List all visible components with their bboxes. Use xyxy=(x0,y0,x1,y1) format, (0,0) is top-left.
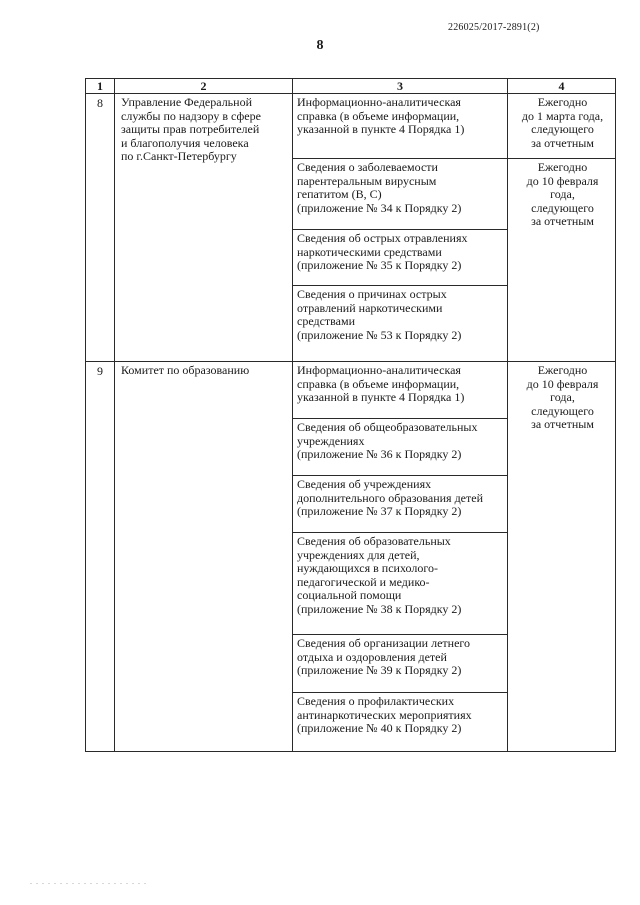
deadline-line: года, xyxy=(550,187,575,201)
org-line: Комитет по образованию xyxy=(121,363,250,377)
report-item xyxy=(293,159,507,230)
report-item xyxy=(293,419,507,476)
report-line: Сведения о профилактических xyxy=(297,694,455,708)
org-line: Управление Федеральной xyxy=(121,95,252,109)
deadline-cell xyxy=(508,159,616,362)
report-line: (приложение № 37 к Порядку 2) xyxy=(297,504,462,518)
report-line: Сведения об общеобразовательных xyxy=(297,420,478,434)
deadline-line: Ежегодно xyxy=(537,363,588,377)
report-item xyxy=(293,693,507,751)
report-line: Сведения об учреждениях xyxy=(297,477,432,491)
report-line: (приложение № 53 к Порядку 2) xyxy=(297,327,462,342)
report-line: (приложение № 36 к Порядку 2) xyxy=(297,447,462,461)
report-line: учреждениях для детей, xyxy=(297,547,420,562)
report-line: указанной в пункте 4 Порядка 1) xyxy=(297,122,465,136)
report-line: дополнительного образования детей xyxy=(297,490,483,505)
deadline-line: до 10 февраля xyxy=(526,376,599,391)
report-line: наркотическими средствами xyxy=(297,244,442,259)
report-line: (приложение № 38 к Порядку 2) xyxy=(297,601,462,616)
deadline-line: до 1 марта года, xyxy=(521,108,604,123)
report-line: парентеральным вирусным xyxy=(297,173,437,188)
org-line: защиты прав потребителей xyxy=(121,122,260,136)
report-line: (приложение № 40 к Порядку 2) xyxy=(297,721,462,735)
report-item xyxy=(293,533,507,635)
row-number: 9 xyxy=(86,362,115,752)
report-line: Сведения о причинах острых xyxy=(297,287,447,301)
deadline-line: до 10 февраля xyxy=(526,173,599,188)
deadline-line: Ежегодно xyxy=(537,160,588,174)
report-line: отравлений наркотическими xyxy=(297,300,443,315)
deadline-line: года, xyxy=(550,390,575,404)
report-cell xyxy=(293,362,508,752)
report-line: Информационно-аналитическая xyxy=(297,363,461,377)
report-item xyxy=(293,362,507,419)
report-line: педагогической и медико- xyxy=(297,574,430,589)
report-line: справка (в объеме информации, xyxy=(297,376,460,391)
report-cell xyxy=(293,159,508,362)
organization-cell xyxy=(115,94,293,362)
deadline-line: Ежегодно xyxy=(537,95,588,109)
report-line: справка (в объеме информации, xyxy=(297,108,460,123)
deadline-line: следующего xyxy=(531,403,594,418)
column-header-1: 1 xyxy=(86,79,115,94)
report-line: гепатитом (В, С) xyxy=(297,187,382,201)
deadline-cell xyxy=(508,94,616,159)
report-line: социальной помощи xyxy=(297,588,402,602)
table-row xyxy=(86,362,616,752)
column-header-3: 3 xyxy=(293,79,508,94)
deadline-line: следующего xyxy=(531,200,594,215)
row-number: 8 xyxy=(86,94,115,362)
report-line: (приложение № 35 к Порядку 2) xyxy=(297,258,462,272)
org-line: службы по надзору в сфере xyxy=(121,108,261,123)
report-item xyxy=(293,94,507,158)
report-line: отдыха и оздоровления детей xyxy=(297,649,447,664)
document-number: 226025/2017-2891(2) xyxy=(448,22,540,33)
report-item xyxy=(293,286,507,361)
report-line: Сведения об организации летнего xyxy=(297,636,471,650)
table-row xyxy=(86,94,616,159)
table-header-row xyxy=(86,79,616,94)
column-header-4: 4 xyxy=(508,79,616,94)
scan-footer-marks: . . . . . . . . . . . . . . . . . . . . xyxy=(30,877,147,886)
report-line: Сведения о заболеваемости xyxy=(297,160,438,174)
deadline-line: следующего xyxy=(531,122,594,136)
report-item xyxy=(293,635,507,693)
report-line: указанной в пункте 4 Порядка 1) xyxy=(297,390,465,404)
report-item xyxy=(293,230,507,286)
report-cell xyxy=(293,94,508,159)
report-line: (приложение № 34 к Порядку 2) xyxy=(297,200,462,215)
column-header-2: 2 xyxy=(115,79,293,94)
data-table xyxy=(85,78,616,752)
deadline-cell xyxy=(508,362,616,752)
org-line: по г.Санкт-Петербургу xyxy=(121,149,237,163)
report-line: учреждениях xyxy=(297,433,365,448)
report-line: нуждающихся в психолого- xyxy=(297,561,438,575)
report-line: антинаркотических мероприятиях xyxy=(297,707,472,722)
page-number: 8 xyxy=(316,38,324,53)
report-item xyxy=(293,476,507,533)
report-line: Информационно-аналитическая xyxy=(297,95,461,109)
report-line: Сведения об острых отравлениях xyxy=(297,231,468,245)
report-line: (приложение № 39 к Порядку 2) xyxy=(297,663,462,677)
org-line: и благополучия человека xyxy=(121,135,249,150)
deadline-line: за отчетным xyxy=(531,417,594,431)
report-line: средствами xyxy=(297,314,356,328)
deadline-line: за отчетным xyxy=(531,135,594,150)
report-line: Сведения об образовательных xyxy=(297,534,451,548)
deadline-line: за отчетным xyxy=(531,214,594,228)
organization-cell xyxy=(115,362,293,752)
